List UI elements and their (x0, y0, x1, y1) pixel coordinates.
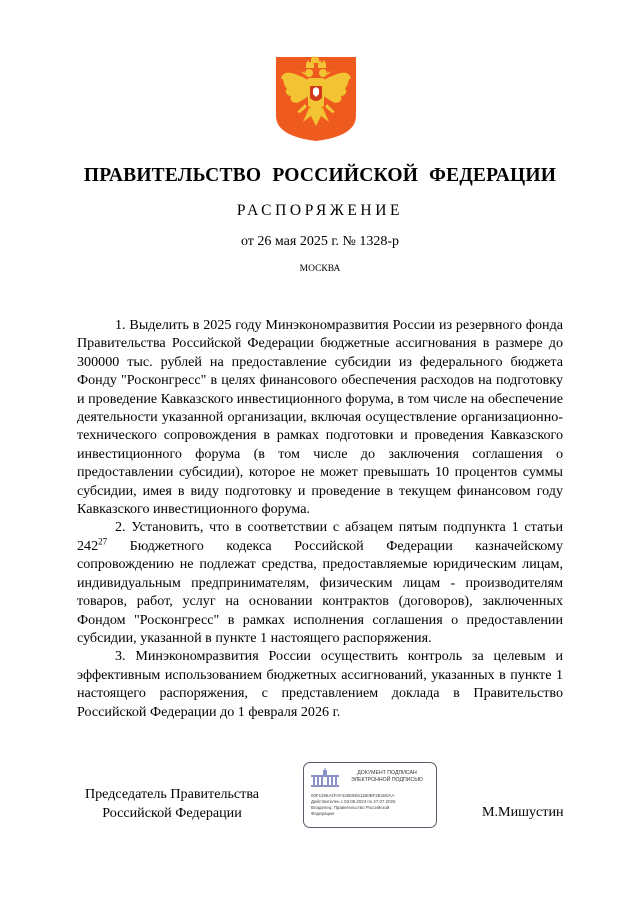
building-icon (310, 768, 340, 788)
stamp-heading (340, 770, 434, 784)
paragraph-3: 3. Минэкономразвития России осуществить контроль за целевым и эффективным использованием бюджетных ассигнований, указанных в пункте 1 настоящего распоряжения, с представлением доклада в Правительство Российской Федерации до 1 февраля 2026 г. (77, 648, 563, 720)
stamp-owner-line2: Федерации (311, 811, 334, 816)
stamp-heading-line1: ДОКУМЕНТ ПОДПИСАН (357, 770, 417, 776)
signatory-name: М.Мишустин (482, 804, 564, 820)
article-superscript: 27 (98, 536, 108, 547)
paragraph-2-text-a: 2. Установить, что в соответствии с абзацем пятым подпункта 1 статьи 242 (77, 519, 563, 554)
signatory-title-line1: Председатель Правительства (84, 786, 260, 802)
document-body (77, 316, 563, 721)
stamp-validity: Действителен с 03.05.2024 по 27.07.2025 (311, 799, 396, 804)
date-and-number: от 26 мая 2025 г. № 1328-р (240, 234, 400, 249)
paragraph-2-text-b: Бюджетного кодекса Российской Федерации казначейскому сопровождению не подлежат средства, предоставляемые юридическим лицам, индивидуальным предпринимателям, физическим лицам - производителям товаров, работ, услуг на основании контрактов (договоров), заключенных Фондом "Росконгресс" в рамках исполнения соглашения о предоставлении субсидии, указанной в пункте 1 настоящего распоряжения. (77, 537, 563, 646)
coat-of-arms-icon (275, 56, 357, 142)
stamp-owner-line1: Владелец: Правительство Российской (311, 805, 390, 810)
stamp-certificate: 00F1296A4FAF426E5E611B0BF2B1B0AA (311, 793, 395, 798)
signatory-title (77, 785, 267, 822)
government-title: ПРАВИТЕЛЬСТВО РОССИЙСКОЙ ФЕДЕРАЦИИ (83, 165, 557, 186)
electronic-signature-stamp (303, 762, 437, 828)
city: МОСКВА (299, 264, 341, 274)
paragraph-2 (77, 518, 563, 647)
document-type: РАСПОРЯЖЕНИЕ (236, 202, 404, 219)
stamp-details (311, 793, 435, 817)
paragraph-1: 1. Выделить в 2025 году Минэкономразвития России из резервного фонда Правительства Российской Федерации бюджетные ассигнования в размере до 300000 тыс. рублей на предоставление субсидии из федерального бюджета Фонду "Росконгресс" в целях финансового обеспечения расходов на подготовку и проведение Кавказского инвестиционного форума, в том числе на обеспечение деятельности указанной организации, включая осуществление организационно-технического сопровождения в рамках подготовки и проведения Кавказского инвестиционного форума (в том числе до заключения соглашения о предоставлении субсидии), которое не может превышать 10 процентов суммы субсидии, имея в виду подготовку и проведение в текущем финансовом году Кавказского инвестиционного форума. (77, 317, 563, 518)
stamp-heading-line2: ЭЛЕКТРОННОЙ ПОДПИСЬЮ (351, 777, 423, 783)
signatory-title-line2: Российской Федерации (102, 804, 242, 821)
